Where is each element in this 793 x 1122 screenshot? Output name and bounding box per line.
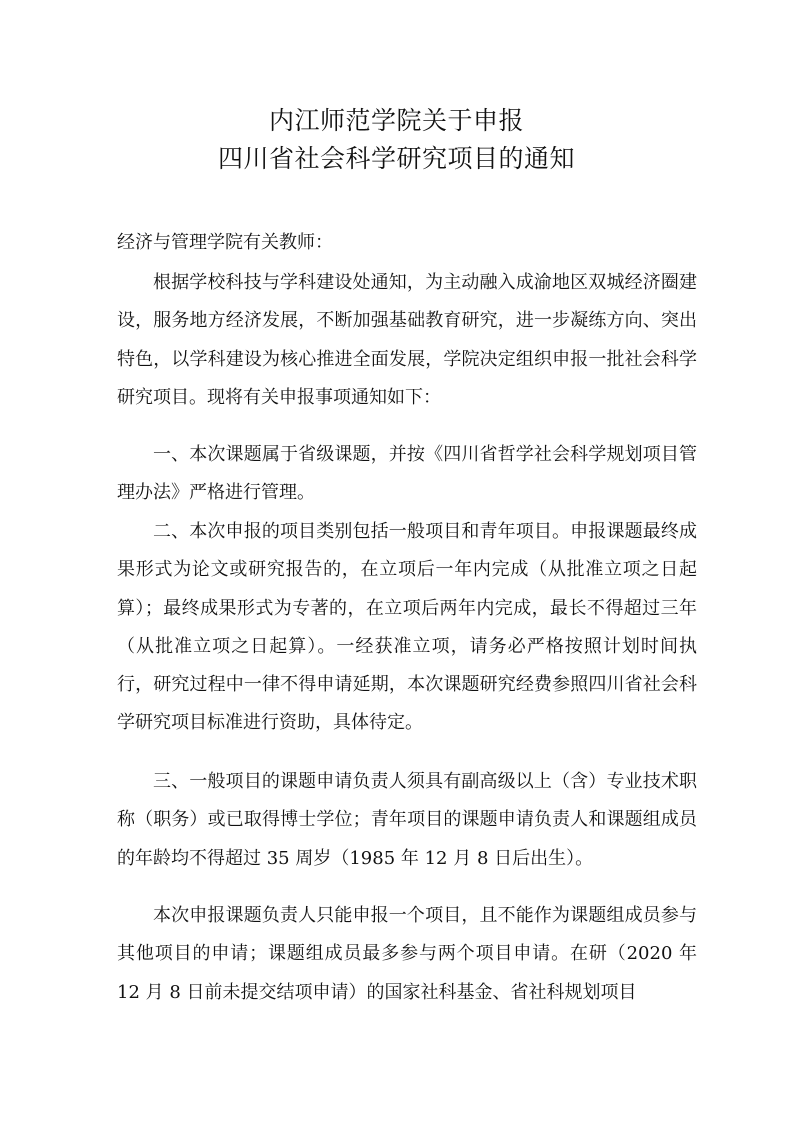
- document-title-line-2: 四川省社会科学研究项目的通知: [217, 144, 575, 173]
- paragraph-item-3: 三、一般项目的课题申请负责人须具有副高级以上（含）专业技术职称（职务）或已取得博士学位；青年项目的课题申请负责人和课题组成员的年龄均不得超过 35 周岁（1985 年 12 月 8 日后出生）。: [117, 771, 697, 869]
- paragraph-item-1: 一、本次课题属于省级课题，并按《四川省哲学社会科学规划项目管理办法》严格进行管理。: [117, 444, 697, 504]
- paragraph-item-2: 二、本次申报的项目类别包括一般项目和青年项目。申报课题最终成果形式为论文或研究报告的，在立项后一年内完成（从批准立项之日起算）；最终成果形式为专著的，在立项后两年内完成，最长不得超过三年（从批准立项之日起算）。一经获准立项，请务必严格按照计划时间执行，研究过程中一律不得申请延期，本次课题研究经费参照四川省社会科学研究项目标准进行资助，具体待定。: [117, 521, 697, 734]
- paragraph-item-3-continued: 本次申报课题负责人只能申报一个项目，且不能作为课题组成员参与其他项目的申请；课题组成员最多参与两个项目申请。在研（2020 年 12 月 8 日前未提交结项申请）的国家社科基金、省社科规划项目: [117, 905, 697, 1003]
- document-title-line-1: 内江师范学院关于申报: [268, 106, 524, 135]
- paragraph-intro: 根据学校科技与学科建设处通知，为主动融入成渝地区双城经济圈建设，服务地方经济发展，不断加强基础教育研究，进一步凝练方向、突出特色，以学科建设为核心推进全面发展，学院决定组织申报一批社会科学研究项目。现将有关申报事项通知如下：: [117, 272, 697, 408]
- salutation: 经济与管理学院有关教师：: [117, 232, 333, 253]
